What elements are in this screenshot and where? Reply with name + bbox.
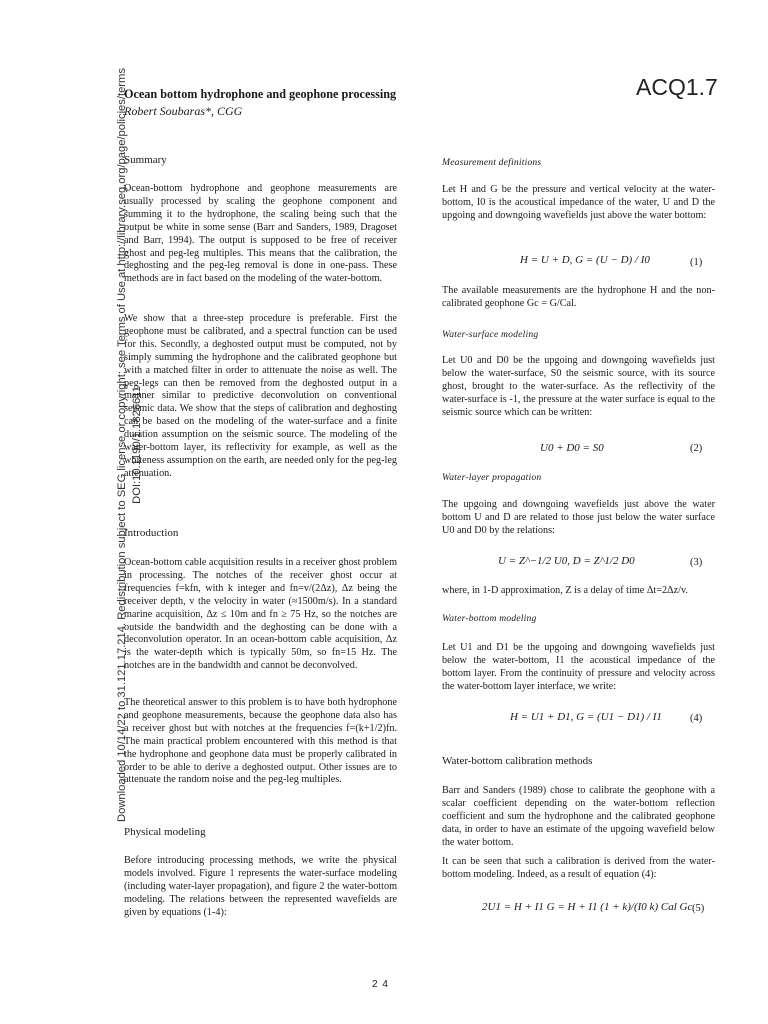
- water-layer-heading: Water-layer propagation: [442, 472, 542, 483]
- equation-1-number: (1): [690, 257, 703, 268]
- summary-paragraph-2: We show that a three-step procedure is preferable. First the geophone must be calibrated, and a spectral function can be used for this. Secondly, a deghosted output must be computed, not by simply summing the hydrophone and the calibrated geophone but with a matched filter in order to atttenuate the noise as well. The peg-legs can then be removed from the deghosted output in a manner similar to predictive deconvolution on conventional seismic data. We show that the steps of calibration and deghosting can be based on the modeling of the water-surface and a finite duration assumption on the seismic source. The modeling of the water-bottom layer, its reflectivity for example, as well as the whiteness assumption on the earth, are needed only for the peg-leg attenuation.: [124, 313, 397, 479]
- physical-modeling-heading: Physical modeling: [124, 826, 206, 838]
- physical-modeling-paragraph: Before introducing processing methods, we write the physical models involved. Figure 1 represents the water-surface modeling (including water-layer propagation), and figure 2 the water-bottom modeling. The relations between the represented wavefields are given by equations (1-4):: [124, 855, 397, 918]
- measurement-paragraph-2: The available measurements are the hydrophone H and the non-calibrated geophone Gc = G/Cal.: [442, 285, 715, 309]
- session-code: ACQ1.7: [636, 74, 718, 100]
- water-bottom-heading: Water-bottom modeling: [442, 613, 537, 624]
- water-layer-paragraph-2: where, in 1-D approximation, Z is a delay of time Δt=2Δz/v.: [442, 585, 688, 596]
- equation-2-number: (2): [690, 443, 703, 454]
- page-number: 2 4: [372, 979, 389, 990]
- equation-5-number: (5): [692, 903, 705, 914]
- water-bottom-paragraph: Let U1 and D1 be the upgoing and downgoing wavefields just below the water-bottom, I1 the acoustical impedance of the bottom layer. From the continuity of pressure and velocity across the water-bottom layer interface, we write:: [442, 642, 715, 692]
- download-notice-line: Downloaded 10/14/22 to 31.121.17.214. Redistribution subject to SEG license or copyright; see Terms of Use at http://library.seg.org/page/policies/terms: [116, 68, 128, 822]
- calibration-paragraph-1: Barr and Sanders (1989) chose to calibrate the geophone with a scalar coefficient depending on the water-bottom reflection coefficient and sum the hydrophone and the calibrated geophone data, in order to have an estimate of the upgoing wavefield below the water bottom.: [442, 785, 715, 848]
- calibration-methods-heading: Water-bottom calibration methods: [442, 755, 593, 767]
- measurement-definitions-heading: Measurement definitions: [442, 157, 542, 168]
- summary-heading: Summary: [124, 154, 167, 166]
- measurement-paragraph-1: Let H and G be the pressure and vertical velocity at the water-bottom, I0 is the acoustical impedance of the water, U and D the upgoing and downgoing wavefields just above the water bottom:: [442, 184, 715, 221]
- equation-2: U0 + D0 = S0: [540, 442, 604, 454]
- equation-4: H = U1 + D1, G = (U1 − D1) / I1: [510, 711, 662, 723]
- water-surface-heading: Water-surface modeling: [442, 329, 539, 340]
- introduction-paragraph-2: The theoretical answer to this problem is to have both hydrophone and geophone measurements, because the geophone data also has a receiver ghost but with notches at the frequencies f=(k+1/2)fn. The main practical problem encountered with this method is that the hydrophone and geophone data must be properly calibrated in order to be able to derive a deghosted output. Other issues are to attenuate the random noise and the peg-leg multiples.: [124, 697, 397, 786]
- introduction-heading: Introduction: [124, 527, 179, 539]
- paper-author: Robert Soubaras*, CGG: [124, 104, 243, 118]
- equation-1: H = U + D, G = (U − D) / I0: [520, 254, 650, 266]
- equation-4-number: (4): [690, 713, 703, 724]
- calibration-paragraph-2: It can be seen that such a calibration is derived from the water-bottom modeling. Indeed, as a result of equation (4):: [442, 856, 715, 880]
- water-surface-paragraph: Let U0 and D0 be the upgoing and downgoing wavefields just below the water-surface, S0 the seismic source, with its source ghost, brought to the water-surface. As the reflectivity of the water-surface is -1, the pressure at the water surface is equal to the seismic source which can be written:: [442, 355, 715, 418]
- introduction-paragraph-1: Ocean-bottom cable acquisition results in a receiver ghost problem in processing. The notches of the receiver ghost occur at frequencies f=kfn, with k integer and fn=v/(2Δz), Δz being the receiver depth, v the velocity in water (≈1500m/s). In a standard marine acquisition, Δz ≤ 10m and fn ≥ 75 Hz, so the notches are outside the bandwidth and the deghosting can be done with a deconvolution operator. In an ocean-bottom cable acquisition, Δz is the water-depth which is typically 50m, so fn=15 Hz. The notches are in the bandwidth and cannot be deconvolved.: [124, 557, 397, 672]
- paper-title: Ocean bottom hydrophone and geophone processing: [124, 87, 397, 101]
- equation-5: 2U1 = H + I1 G = H + I1 (1 + k)/(I0 k) Cal Gc: [482, 901, 693, 913]
- summary-paragraph-1: Ocean-bottom hydrophone and geophone measurements are usually processed by scaling the geophone component and summing it to the hydrophone, the scaling being such that the output be white in some sense (Barr and Sanders, 1989, Dragoset and Barr, 1994). The output is supposed to be free of receiver ghost and peg-leg multiples. This means that the calibration, the deghosting and the peg-leg removal is done in one-pass. These methods are in fact based on the modeling of the water-bottom.: [124, 183, 397, 285]
- equation-3: U = Z^−1/2 U0, D = Z^1/2 D0: [498, 555, 635, 567]
- doi-line: DOI:10.1190/1.1826611: [131, 386, 143, 504]
- water-layer-paragraph-1: The upgoing and downgoing wavefields just above the water bottom U and D are related to those just below the water surface U0 and D0 by the relations:: [442, 499, 715, 536]
- equation-3-number: (3): [690, 557, 703, 568]
